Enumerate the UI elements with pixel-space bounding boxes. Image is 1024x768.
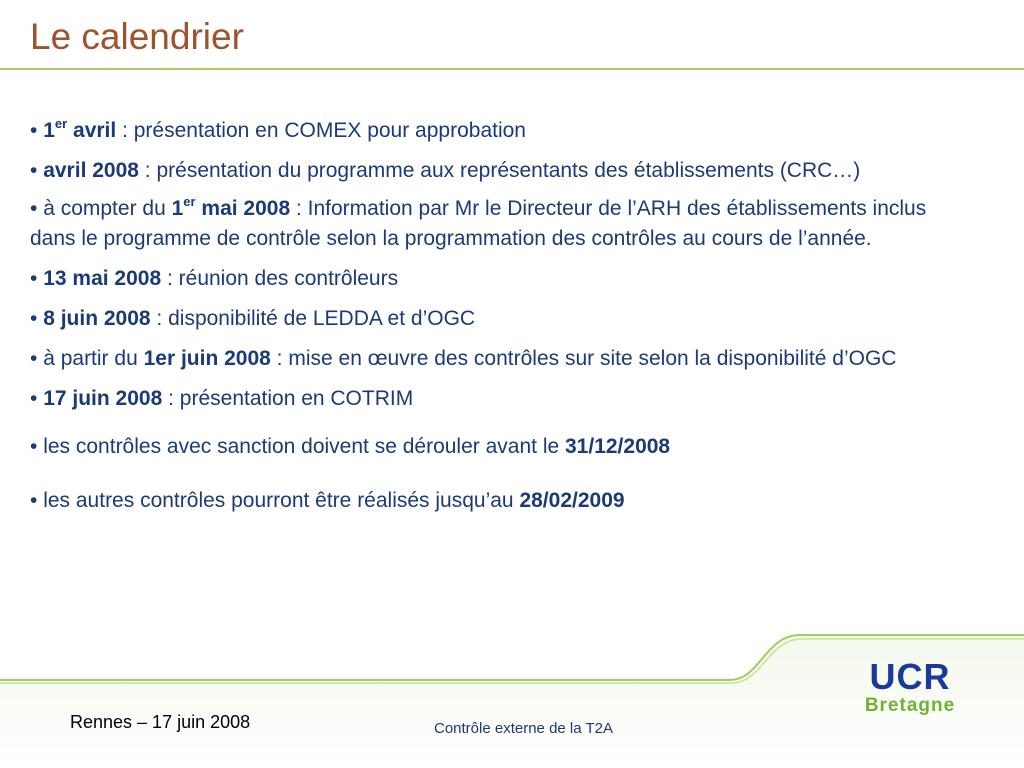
list-item [30,344,975,374]
list-item [30,304,975,334]
logo-bretagne-text: Bretagne [864,695,956,716]
bullet-list [30,116,975,516]
list-item [30,264,975,294]
list-item [30,116,975,146]
item-text: : Information par Mr le Directeur de l’ARH des établissements inclus dans le programme de contrôle selon la programmation des contrôles au cours de l’année. [30,197,927,250]
item-prefix: les autres contrôles pourront être réalisés jusqu’au [37,489,520,512]
item-text: : présentation du programme aux représentants des établissements (CRC…) [138,159,861,182]
item-date-sup: er [54,116,68,131]
item-prefix: à partir du [37,347,144,370]
item-date: 1 [171,197,184,220]
bullet-icon: • [30,435,38,458]
list-item [30,432,975,462]
item-date: 1er juin 2008 [143,347,271,370]
item-text: : présentation en COTRIM [162,387,414,410]
item-date: avril 2008 [43,159,139,182]
list-item [30,194,975,254]
item-text: : présentation en COMEX pour approbation [116,119,526,142]
item-date: 1 [43,119,55,142]
item-prefix: les contrôles avec sanction doivent se dérouler avant le [37,435,565,458]
item-text: : disponibilité de LEDDA et d’OGC [150,307,476,330]
item-text: : réunion des contrôleurs [161,267,399,290]
item-prefix: à compter du [37,197,172,220]
item-date: 31/12/2008 [565,435,671,458]
item-date: 13 mai 2008 [43,267,162,290]
title-underline [0,68,1024,70]
item-date-rest: mai 2008 [195,197,291,220]
bullet-icon: • [30,387,38,410]
bullet-icon: • [30,197,38,220]
bullet-icon: • [30,267,38,290]
bullet-icon: • [30,159,38,182]
bullet-icon: • [30,307,38,330]
footer-date: Rennes – 17 juin 2008 [70,712,251,732]
list-item [30,384,975,414]
item-date: 8 juin 2008 [43,307,151,330]
item-date: 28/02/2009 [519,489,625,512]
item-date-rest: avril [67,119,117,142]
item-text: : mise en œuvre des contrôles sur site selon la disponibilité d’OGC [270,347,897,370]
item-date-sup: er [183,194,196,209]
slide-title: Le calendrier [30,16,244,57]
item-date: 17 juin 2008 [43,387,163,410]
bullet-icon: • [30,119,38,142]
list-item [30,156,975,186]
bullet-icon: • [30,489,38,512]
footer-title: Contrôle externe de la T2A [434,720,613,737]
bullet-icon: • [30,347,38,370]
ucr-bretagne-logo [840,657,980,717]
logo-ucr-text: UCR [869,656,951,697]
list-item [30,486,975,516]
